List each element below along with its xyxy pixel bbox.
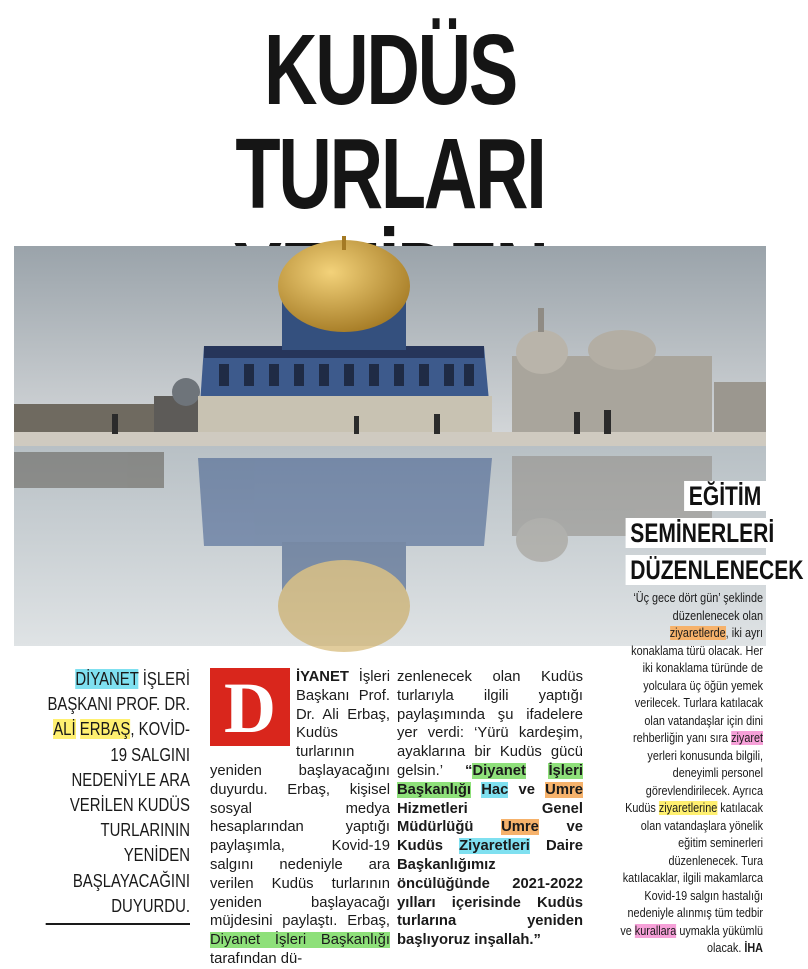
highlight-ziyaret: ziyaret: [731, 731, 763, 745]
side-body: [619, 590, 763, 958]
highlight-umre-2: Umre: [501, 819, 539, 836]
highlight-kurallara: kurallara: [634, 923, 677, 938]
highlight-diyanet-isleri-baskanligi: Diyanet İşleri Başkanlığı: [210, 932, 390, 949]
highlight-ziyaretlerine: ziyaretlerine: [658, 801, 718, 815]
highlight-erbas: ERBAŞ: [79, 719, 131, 740]
side-title: [626, 478, 804, 589]
side-paragraph: ‘Üç gece dört gün’ şeklinde düzenlenecek olan ziyaretlerde, iki ayrı konaklama türü olacak. Her iki konaklama türünde de yolculara üç öğün yemek verilecek. Turlara katılacak olan vatandaşlar için dini rehberliğin yanı sıra ziyaret yerleri konusunda bilgili, deneyimli personel görevlendirilecek. Ayrıca Kudüs ziyaretlerine katılacak olan vatandaşlara yönelik eğitim seminerleri düzenlenecek. Tura katılacaklar, ilgili makamlarca Kovid-19 salgın hastalığı nedeniyle alınmış tüm tedbir ve kurallara uymakla yükümlü olacak. İHA: [620, 591, 763, 955]
article-column-1: D İYANET İşleri Başkanı Prof. Dr. Ali Erbaş, Kudüs turlarının yeniden başlayacağını duyurdu. Erbaş, kişisel sosyal medya hesaplarından yaptığı paylaşımla, Kovid-19 salgını nedeniyle ara verilen Kudüs turlarının yeniden başlayacağı müjdesini paylaştı. Erbaş, Diyanet İşleri Başkanlığı tarafından dü-: [210, 668, 390, 967]
agency-credit: İHA: [744, 941, 763, 955]
highlight-baskanligi: Başkanlığı: [397, 781, 472, 798]
article-column-2: zenlenecek olan Kudüs turlarıyla ilgili yaptığı paylaşımında şu ifadelere yer verdi: ‘Yürü kardeşim, ayaklarına bir Kudüs gücü gelsin.’ “Diyanet İşleri Başkanlığı Hac ve Umre Hizmetleri Genel Müdürlüğü Umre ve Kudüs Ziyaretleri Daire Başkanlığımız öncülüğünde 2021-2022 yılları içerisinde Kudüs turlarına yeniden başlıyoruz inşallah.”: [397, 669, 583, 949]
highlight-hac: Hac: [481, 781, 509, 798]
side-title-line-2: SEMİNERLERİ: [626, 518, 779, 548]
lead-paragraph: DİYANET İŞLERİ BAŞKANI PROF. DR. ALİ ERBAŞ, KOVİD-19 SALGINI NEDENİYLE ARA VERİLEN KUDÜS TURLARININ YENİDEN BAŞLAYACAĞINI DUYURDU.: [46, 667, 190, 925]
side-title-line-3: DÜZENLENECEK: [626, 555, 808, 585]
highlight-ali: ALİ: [53, 719, 76, 740]
side-title-line-1: EĞİTİM: [684, 481, 766, 511]
highlight-ziyaretlerde: ziyaretlerde: [669, 626, 726, 640]
headline-line-1: KUDÜS TURLARI: [235, 14, 545, 230]
highlight-diyanet: Diyanet: [472, 762, 526, 779]
highlight-ziyaretleri: Ziyaretleri: [459, 838, 530, 855]
highlight-diyanet: DİYANET: [75, 669, 139, 689]
drop-cap: D: [210, 668, 290, 746]
highlight-umre: Umre: [545, 781, 583, 798]
highlight-isleri: İşleri: [548, 762, 583, 779]
